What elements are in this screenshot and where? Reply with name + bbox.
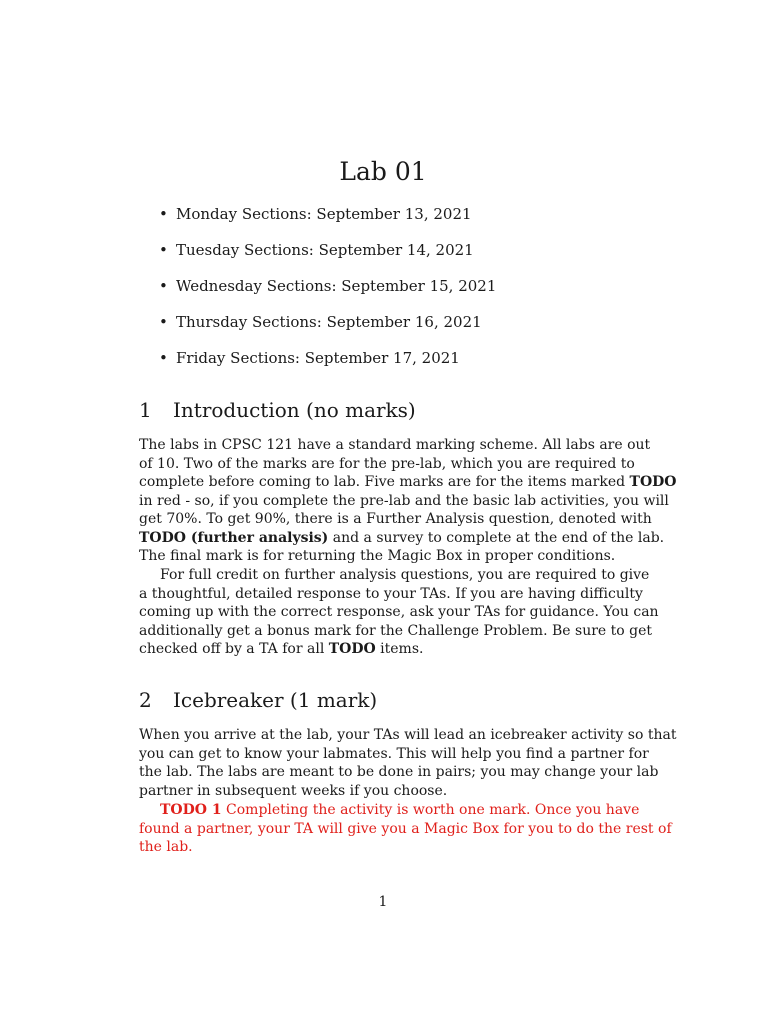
list-item [159, 239, 496, 275]
page-number: 1 [378, 894, 388, 910]
introduction-paragraph-1 [139, 436, 677, 566]
todo-further-analysis-keyword: TODO (further analysis) [139, 529, 329, 546]
list-item [159, 311, 496, 347]
todo-label: TODO 1 [160, 802, 222, 818]
todo-1-block [139, 801, 672, 857]
text-line [139, 473, 677, 492]
bullet-icon: • [159, 205, 168, 223]
text-line: found a partner, your TA will give you a Magic Box for you to do the rest of [139, 820, 672, 837]
text-line: When you arrive at the lab, your TAs will lead an icebreaker activity so that [139, 727, 677, 743]
text-line: a thoughtful, detailed response to your TAs. If you are having difficulty [139, 585, 643, 602]
document-page [139, 0, 677, 1024]
text-line: For full credit on further analysis questions, you are required to give [160, 567, 650, 583]
list-item [159, 347, 496, 383]
text-line: The labs in CPSC 121 have a standard marking scheme. All labs are out [139, 437, 651, 453]
section-date-wednesday: Wednesday Sections: September 15, 2021 [176, 277, 497, 295]
list-item [159, 203, 496, 239]
text-span: Completing the activity is worth one mark. Once you have [221, 802, 640, 818]
text-span: and a survey to complete at the end of the lab. [328, 529, 665, 546]
section-date-tuesday: Tuesday Sections: September 14, 2021 [176, 241, 474, 259]
text-span: checked off by a TA for all [139, 641, 329, 657]
section-date-monday: Monday Sections: September 13, 2021 [176, 205, 472, 223]
text-line: of 10. Two of the marks are for the pre-lab, which you are required to [139, 455, 635, 472]
text-line: additionally get a bonus mark for the Challenge Problem. Be sure to get [139, 622, 653, 639]
icebreaker-paragraph [139, 726, 677, 800]
section-heading-introduction [139, 397, 416, 423]
list-item [159, 275, 496, 311]
text-span: items. [375, 641, 424, 657]
text-line: partner in subsequent weeks if you choose. [139, 782, 448, 799]
section-number: 1 [139, 398, 152, 422]
section-dates-list [159, 203, 496, 383]
section-heading-icebreaker [139, 687, 377, 713]
text-line [139, 640, 627, 659]
text-line: get 70%. To get 90%, there is a Further Analysis question, denoted with [139, 511, 652, 527]
text-line: The final mark is for returning the Magic Box in proper conditions. [139, 548, 616, 564]
document-title: Lab 01 [339, 157, 427, 186]
section-title: Introduction (no marks) [173, 398, 416, 422]
bullet-icon: • [159, 349, 168, 367]
bullet-icon: • [159, 313, 168, 331]
text-line: in red - so, if you complete the pre-lab and the basic lab activities, you will [139, 492, 669, 509]
text-line [139, 801, 640, 820]
section-title: Icebreaker (1 mark) [173, 688, 378, 712]
text-line: you can get to know your labmates. This will help you find a partner for [139, 745, 649, 762]
introduction-paragraph-2 [139, 566, 659, 659]
bullet-icon: • [159, 241, 168, 259]
text-line [139, 529, 665, 548]
text-line: coming up with the correct response, ask your TAs for guidance. You can [139, 604, 659, 620]
text-line: the lab. The labs are meant to be done in pairs; you may change your lab [139, 764, 659, 780]
todo-keyword: TODO [328, 641, 376, 657]
todo-keyword: TODO [629, 474, 677, 490]
section-date-thursday: Thursday Sections: September 16, 2021 [176, 313, 482, 331]
bullet-icon: • [159, 277, 168, 295]
section-date-friday: Friday Sections: September 17, 2021 [176, 349, 460, 367]
text-line: the lab. [139, 839, 193, 855]
text-span: complete before coming to lab. Five marks are for the items marked [139, 474, 630, 490]
section-number: 2 [139, 688, 152, 712]
